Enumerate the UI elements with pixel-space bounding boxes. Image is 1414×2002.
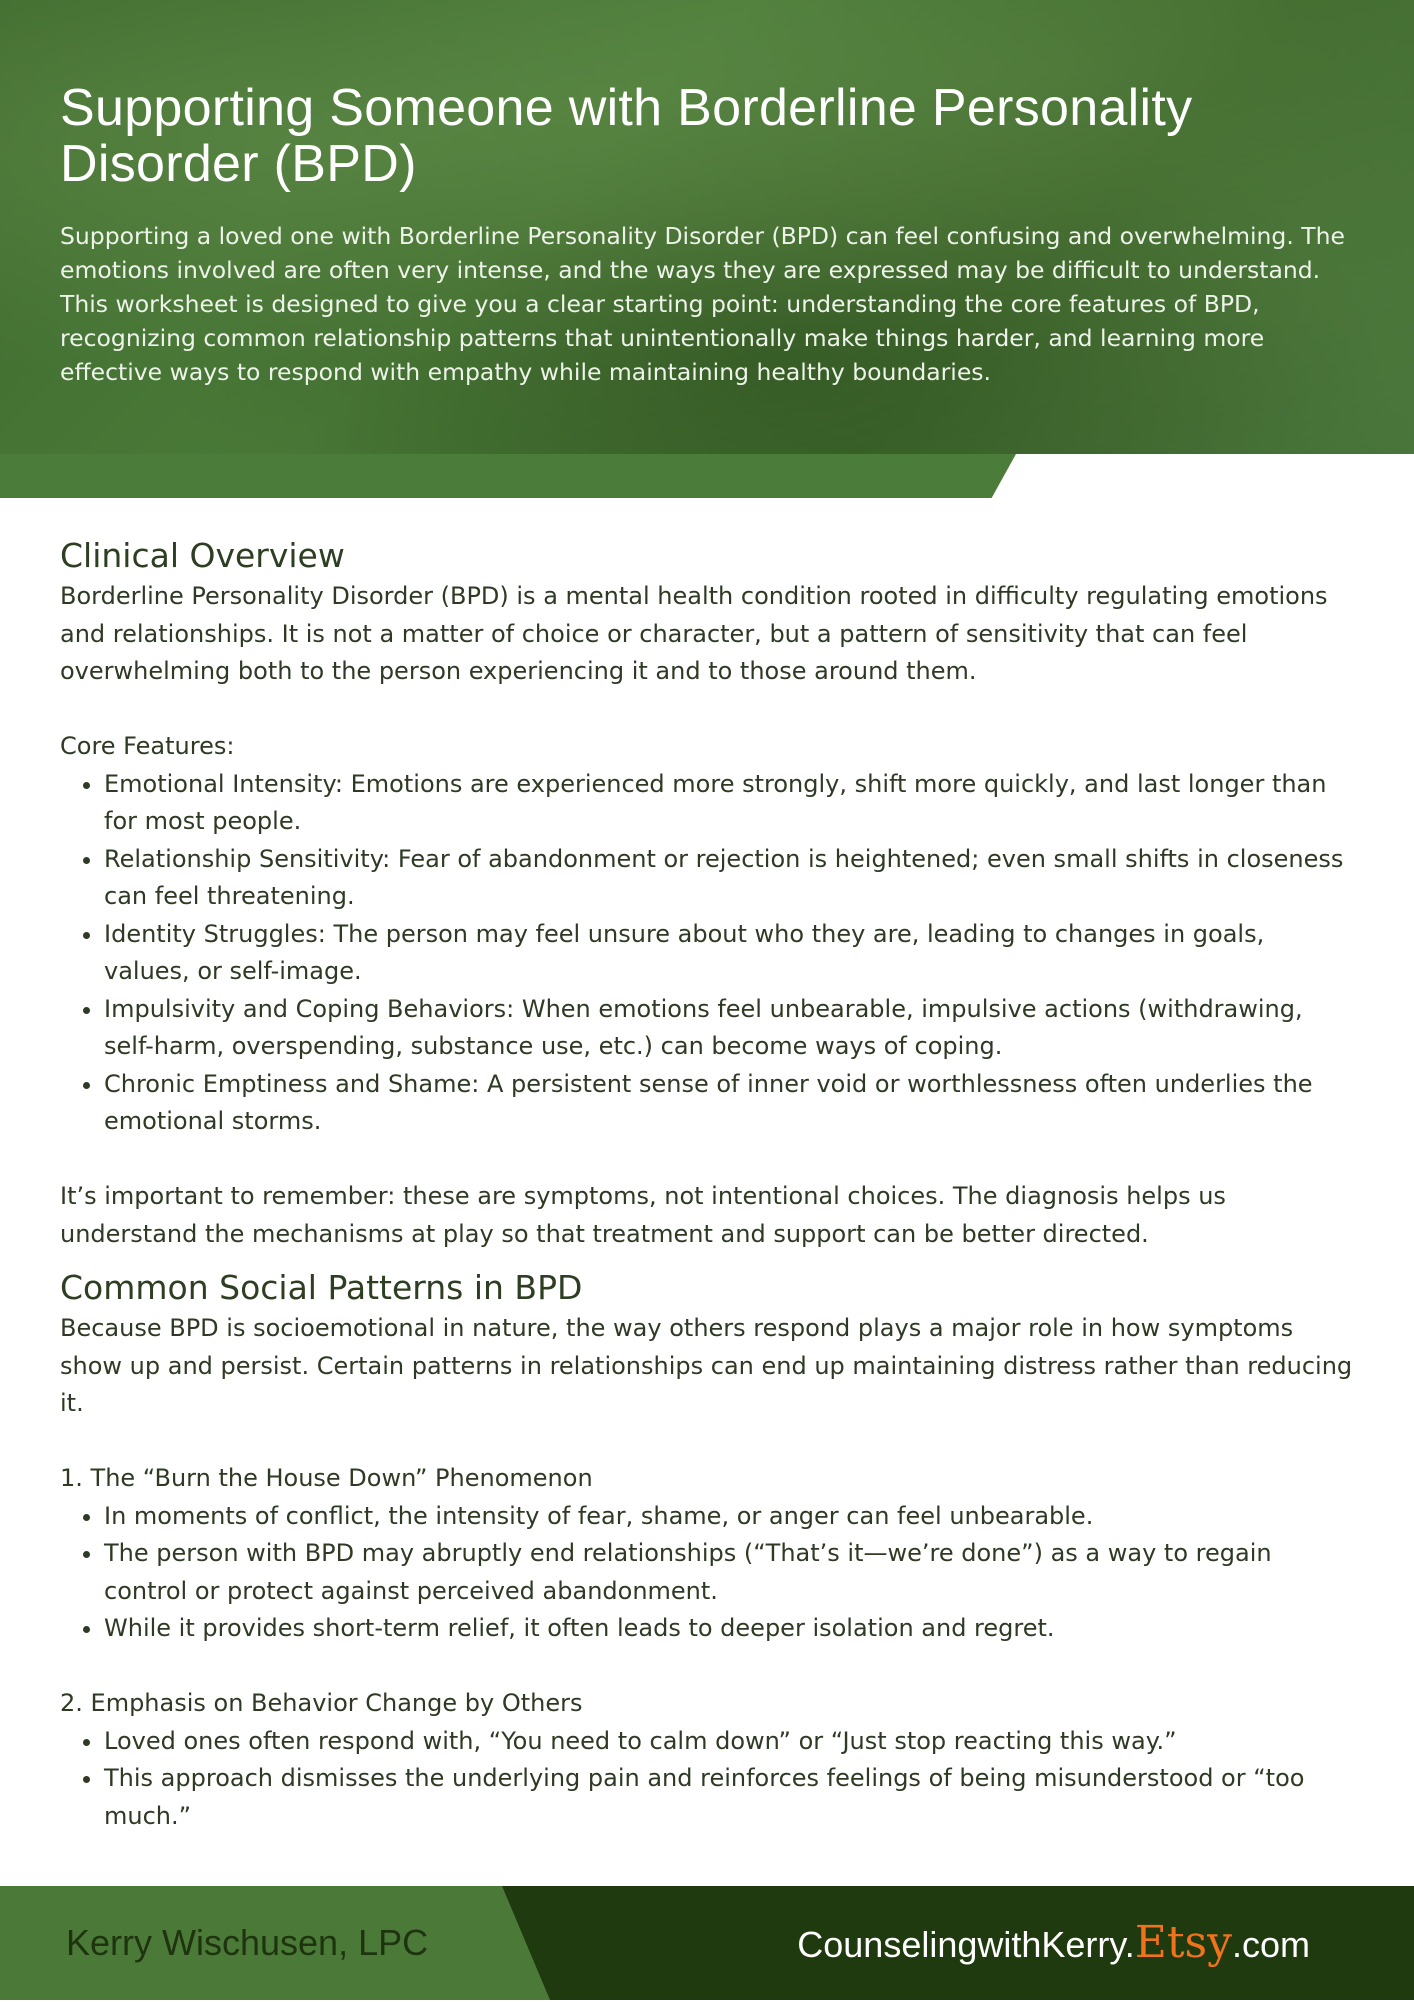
section-heading-social: Common Social Patterns in BPD — [60, 1268, 583, 1307]
footer-bar — [0, 1886, 1414, 2000]
pattern-1-list — [60, 1498, 1356, 1648]
main-content — [60, 534, 1356, 1835]
pattern-2-title: 2. Emphasis on Behavior Change by Others — [60, 1689, 583, 1717]
shop-link-prefix: CounselingwithKerry. — [797, 1924, 1135, 1965]
section-heading-clinical: Clinical Overview — [60, 536, 345, 575]
core-features-label: Core Features: — [60, 732, 235, 760]
list-item: • Loved ones often respond with, “You need to calm down” or “Just stop reacting this way.” — [104, 1723, 1356, 1761]
page-title: Supporting Someone with Borderline Personality Disorder (BPD) — [60, 79, 1193, 193]
list-item: • In moments of conflict, the intensity of fear, shame, or anger can feel unbearable. — [104, 1498, 1356, 1536]
intro-paragraph: Supporting a loved one with Borderline Personality Disorder (BPD) can feel confusing and overwhelming. The emotions involved are often very intense, and the ways they are expressed may be difficult to understand. This worksheet is designed to give you a clear starting point: understanding the core features of BPD, recognizing common relationship patterns that unintentionally make things harder, and learning more effective ways to respond with empathy while maintaining healthy boundaries. — [60, 222, 1345, 386]
clinical-note: It’s important to remember: these are symptoms, not intentional choices. The diagnosis helps us understand the mechanisms at play so that treatment and support can be better directed. — [60, 1182, 1226, 1248]
list-item: • While it provides short-term relief, it often leads to deeper isolation and regret. — [104, 1610, 1356, 1648]
etsy-logo: Etsy — [1134, 1917, 1232, 1968]
pattern-1-title: 1. The “Burn the House Down” Phenomenon — [60, 1464, 593, 1492]
list-item: • The person with BPD may abruptly end relationships (“That’s it—we’re done”) as a way to regain control or protect against perceived abandonment. — [104, 1535, 1356, 1610]
pattern-2-list — [60, 1723, 1356, 1836]
header-banner — [0, 0, 1414, 454]
list-item: • Relationship Sensitivity: Fear of abandonment or rejection is heightened; even small shifts in closeness can feel threatening. — [104, 841, 1356, 916]
list-item: • Impulsivity and Coping Behaviors: When emotions feel unbearable, impulsive actions (withdrawing, self-harm, overspending, substance use, etc.) can become ways of coping. — [104, 991, 1356, 1066]
shop-link-suffix: .com — [1231, 1924, 1310, 1965]
decorative-band — [0, 454, 1016, 498]
clinical-paragraph: Borderline Personality Disorder (BPD) is a mental health condition rooted in difficulty regulating emotions and relationships. It is not a matter of choice or character, but a pattern of sensitivity that can feel overwhelming both to the person experiencing it and to those around them. — [60, 582, 1328, 685]
social-paragraph: Because BPD is socioemotional in nature, the way others respond plays a major role in how symptoms show up and persist. Certain patterns in relationships can end up maintaining distress rather than reducing it. — [60, 1314, 1353, 1417]
shop-link[interactable] — [797, 1886, 1310, 2000]
list-item: • Emotional Intensity: Emotions are experienced more strongly, shift more quickly, and last longer than for most people. — [104, 766, 1356, 841]
author-name: Kerry Wischusen, LPC — [66, 1922, 429, 1963]
list-item: • This approach dismisses the underlying pain and reinforces feelings of being misunderstood or “too much.” — [104, 1760, 1356, 1835]
list-item: • Chronic Emptiness and Shame: A persistent sense of inner void or worthlessness often underlies the emotional storms. — [104, 1066, 1356, 1141]
core-features-list — [60, 766, 1356, 1141]
list-item: • Identity Struggles: The person may feel unsure about who they are, leading to changes in goals, values, or self-image. — [104, 916, 1356, 991]
